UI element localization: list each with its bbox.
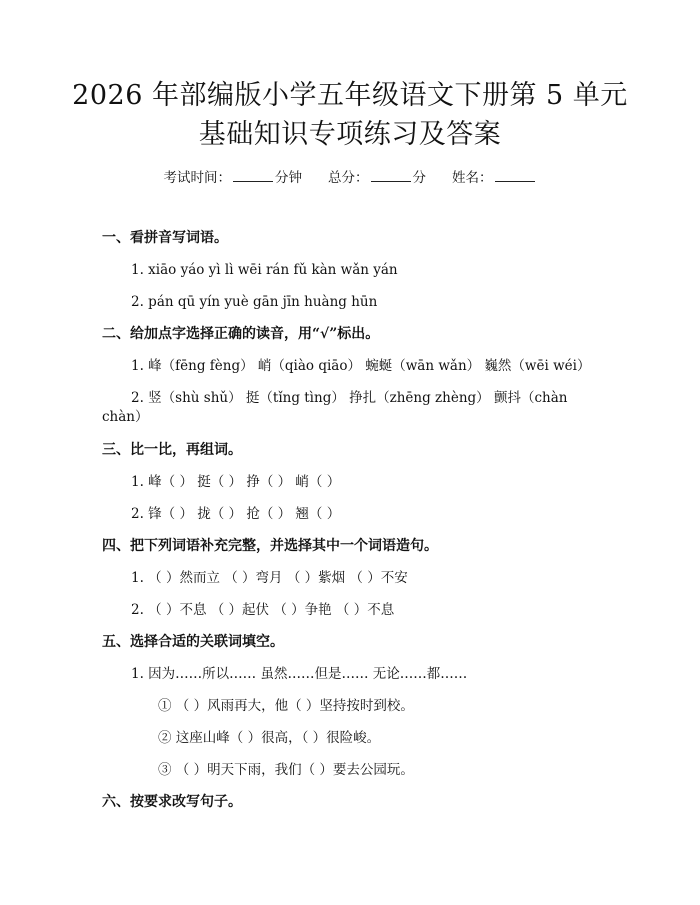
section-heading: 六、按要求改写句子。: [102, 794, 242, 810]
exercise-line: 1. 因为……所以…… 虽然……但是…… 无论……都……: [131, 666, 468, 682]
document-title-line1: 2026 年部编版小学五年级语文下册第 5 单元: [72, 80, 628, 111]
name-blank: [495, 168, 535, 182]
section-heading: 二、给加点字选择正确的读音，用“√”标出。: [102, 326, 380, 342]
time-label: 考试时间：: [163, 170, 231, 186]
section-heading: 一、看拼音写词语。: [102, 230, 228, 246]
exercise-line: 1. （ ）然而立 （ ）弯月 （ ）紫烟 （ ）不安: [131, 570, 408, 586]
exercise-line: 1. 峰（ ） 挺（ ） 挣（ ） 峭（ ）: [131, 474, 341, 490]
time-unit: 分钟: [275, 170, 302, 186]
exercise-line: 2. （ ）不息 （ ）起伏 （ ）争艳 （ ）不息: [131, 602, 395, 618]
name-label: 姓名：: [452, 170, 493, 186]
section-heading: 三、比一比，再组词。: [102, 442, 242, 458]
time-blank: [233, 168, 273, 182]
exercise-subline: ③ （ ）明天下雨，我们（ ）要去公园玩。: [158, 762, 414, 778]
exam-meta: [0, 168, 700, 187]
score-blank: [371, 168, 411, 182]
document-title-line2: 基础知识专项练习及答案: [198, 119, 502, 150]
exercise-line: 1. 峰（fēng fèng） 峭（qiào qiāo） 蜿蜒（wān wǎn） 巍然（wēi wéi）: [131, 358, 591, 374]
score-unit: 分: [412, 170, 426, 186]
exercise-line-wrap: chàn）: [102, 409, 149, 425]
section-heading: 四、把下列词语补充完整，并选择其中一个词语造句。: [102, 538, 438, 554]
exercise-subline: ② 这座山峰（ ）很高，（ ）很险峻。: [158, 730, 381, 746]
exercise-line: 2. pán qū yín yuè gān jīn huàng hūn: [131, 294, 378, 310]
exercise-line: 2. 锋（ ） 拢（ ） 抢（ ） 翘（ ）: [131, 506, 341, 522]
exercise-line: 1. xiāo yáo yì lì wēi rán fǔ kàn wǎn yán: [131, 262, 398, 278]
section-heading: 五、选择合适的关联词填空。: [102, 634, 284, 650]
score-label: 总分：: [328, 170, 369, 186]
exercise-line: 2. 竖（shù shǔ） 挺（tǐng tìng） 挣扎（zhēng zhèng） 颤抖（chàn: [131, 390, 568, 406]
exercise-subline: ① （ ）风雨再大，他（ ）坚持按时到校。: [158, 698, 414, 714]
